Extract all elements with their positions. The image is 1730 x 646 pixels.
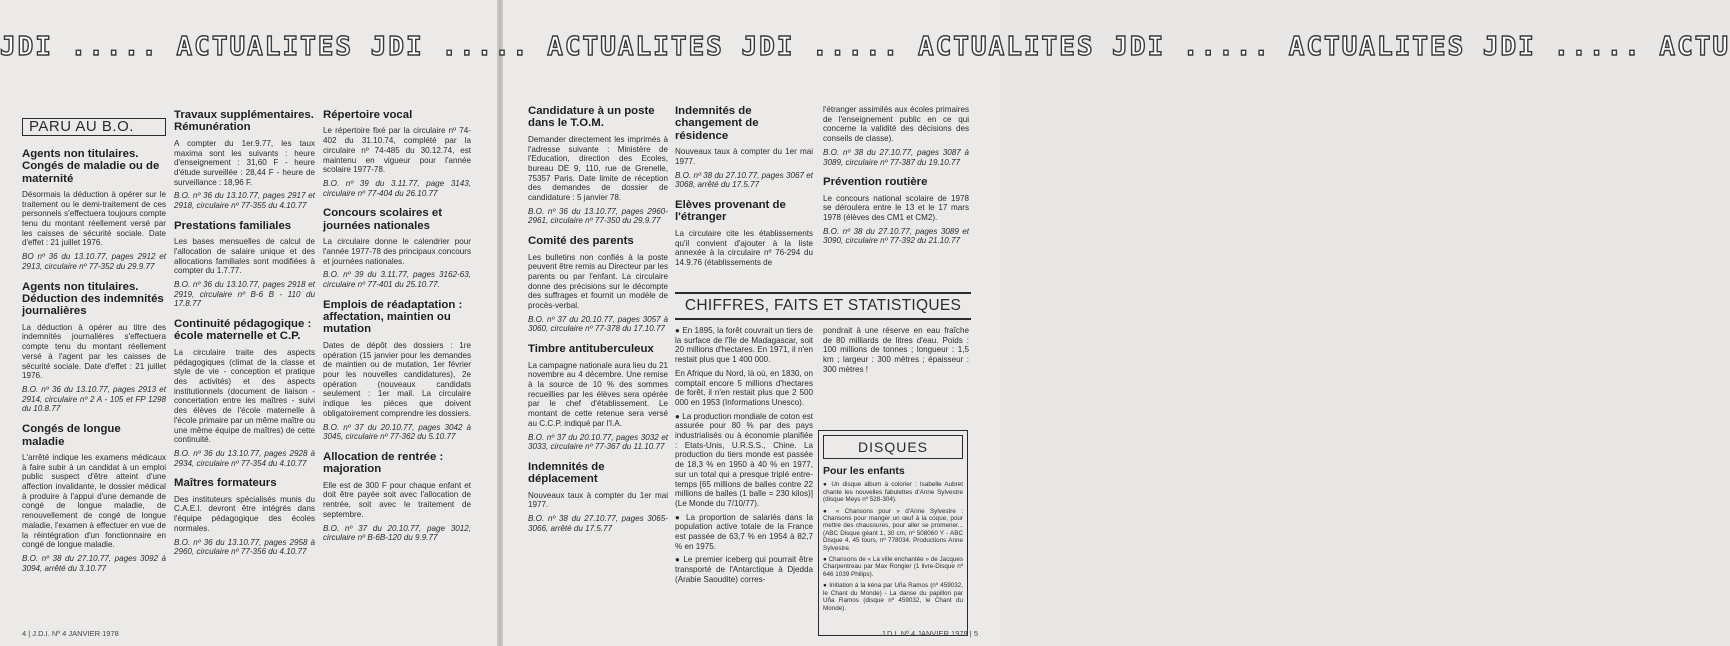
article-body: Les bases mensuelles de calcul de l'allocation de salaire unique et des allocations familiales sont modifiées à compter du 1.7.77.: [174, 237, 315, 276]
article-reference: B.O. nº 37 du 20.10.77, pages 3032 et 3033, circulaire nº 77-367 du 11.10.77: [528, 432, 668, 452]
stats-paragraph: ● En 1895, la forêt couvrait un tiers de la surface de l'île de Madagascar, soit 20 millions d'hectares. En 1971, il n'en restait plus que 1 400 000.: [675, 326, 813, 365]
disques-box: [818, 430, 968, 636]
article-body: A compter du 1er.9.77, les taux maxima sont les suivants : heure d'enseignement : 31,60 F - heure d'étude surveillée : 28,44 F - heure de surveillance : 18,96 F.: [174, 138, 315, 187]
article-heading: Allocation de rentrée : majoration: [323, 450, 444, 476]
article-heading: Agents non titulaires. Congés de maladie ou de maternité: [22, 147, 160, 185]
article-heading: Candidature à un poste dans le T.O.M.: [528, 105, 655, 130]
article-heading: Maîtres formateurs: [174, 477, 277, 490]
article-reference: B.O. nº 36 du 13.10.77, pages 2928 à 2934, circulaire nº 77-354 du 4.10.77: [174, 448, 315, 468]
page-footer-right: J.D.I. Nº 4 JANVIER 1978 | 5: [881, 629, 978, 638]
article-body: Des instituteurs spécialisés munis du C.A.E.I. devront être intégrés dans l'équipe pédagogique des écoles normales.: [174, 494, 315, 533]
article-body: Nouveaux taux à compter du 1er mai 1977.: [675, 147, 813, 166]
left-page: [0, 0, 497, 646]
article-body: Dates de dépôt des dossiers : 1re opération (15 janvier pour les demandes de maintien ou de mutation, 1er février pour les nouvelles candidatures), 2e opération (nouveaux candidats seulement : 1er mail. La circulaire indique les pièces que doivent obligatoirement comprendre les dossiers.: [323, 340, 472, 418]
column-right-2: [675, 105, 813, 272]
right-page: [503, 0, 1000, 646]
article-body: Le concours national scolaire de 1978 se déroulera entre le 13 et le 17 mars 1978 (élèves des CM1 et CM2).: [823, 193, 969, 223]
disques-subtitle: Pour les enfants: [823, 465, 905, 477]
article-reference: B.O. nº 38 du 27.10.77, pages 3087 à 3089, circulaire nº 77-387 du 19.10.77: [823, 147, 969, 167]
stats-column-1: [675, 326, 813, 589]
article-reference: B.O. nº 39 du 3.11.77, pages 3162-63, circulaire nº 77-401 du 25.10.77.: [323, 270, 471, 289]
article-reference: B.O. nº 37 du 20.10.77, pages 3042 à 3045, circulaire nº 77-362 du 5.10.77: [323, 422, 471, 442]
article-body: La campagne nationale aura lieu du 21 novembre au 4 décembre. Une remise à la source de 10 % des sommes recueillies par les élèves sera opérée par le chef d'établissement. Le montant de cette retenue sera versé au C.C.P. indiqué par l'I.A.: [528, 360, 668, 428]
disques-item: ● Initiation à la kéna par Uña Ramos (nº 459032, le Chant du Monde) - La danse du papillon par Uña Ramos (disque nº 459032, le Chant du Monde).: [823, 582, 963, 612]
article-heading: Répertoire vocal: [323, 109, 413, 121]
article-body: La circulaire cite les établissements qu'il convient d'ajouter à la liste annexée à la circulaire nº 76-294 du 14.9.76 (établissements de: [675, 228, 813, 267]
article-heading: Concours scolaires et journées nationales: [323, 207, 443, 232]
article-body: L'arrêté indique les examens médicaux à faire subir à un candidat à un emploi public suspect d'être atteint d'une affection invalidante, le dossier médical à produire à l'appui d'une demande de congé de longue maladie, de renouvellement de congé de longue maladie, l'examen à effectuer en vue de la réintégration d'un fonctionnaire en congé de longue maladie.: [22, 452, 166, 550]
article-reference: B.O. nº 38 du 27.10.77, pages 3065-3066, arrêté du 17.5.77: [528, 514, 668, 533]
page-footer-left: 4 | J.D.I. Nº 4 JANVIER 1978: [22, 629, 119, 638]
article-body: Les bulletins non confiés à la poste peuvent être remis au Directeur par les parents ou par l'enfant. La circulaire donne des précisions sur le décompte des suffrages et fournit un modèle de procès-verbal.: [528, 252, 668, 311]
article-reference: B.O. nº 36 du 13.10.77, pages 2917 et 2918, circulaire nº 77-355 du 4.10.77: [174, 191, 315, 211]
article-reference: B.O. nº 36 du 13.10.77, pages 2960-2961, circulaire nº 77-350 du 29.9.77: [528, 206, 668, 226]
article-body: La circulaire traite des aspects pédagogiques (climat de la classe et style de vie - conception et pratique des activités) et des aspects institutionnels (document de liaison - concertation entre les maîtres - suivi des élèves de l'école maternelle à l'école primaire par un même maître ou une même équipe de maîtres) de cette continuité.: [174, 347, 315, 445]
article-heading: Indemnités de changement de résidence: [675, 105, 759, 142]
disques-item: ● Un disque album à colorier : Isabelle Aubret chante les nouvelles fabulettes d'Anne Sylvestre (disque Meys nº 528-304).: [823, 481, 963, 504]
stats-paragraph: ● La production mondiale de coton est assurée pour 80 % par des pays industrialisés ou à économie planifiée : Etats-Unis, U.R.S.S., Chine. La production du tiers monde est passée de 18,3 % en 1950 à 40 % en 1977, sur un total qui a presque triplé entre-temps [65 millions de balles contre 22 millions de balles (1 balle = 230 kilos)] (Le Monde du 7/10/77).: [675, 411, 813, 508]
actualites-banner: [0, 32, 1730, 62]
article-reference: B.O. nº 38 du 27.10.77, pages 3092 à 3094, arrêté du 3.10.77: [22, 553, 166, 573]
article-heading: Continuité pédagogique : école maternelle et C.P.: [174, 318, 312, 343]
article-body: Demander directement les imprimés à l'adresse suivante : Ministère de l'Education, direction des Ecoles, bureau DE 9, 110, rue de Grenelle, 75357 Paris. Date limite de réception des demandes de dossier de candidature : 5 janvier 78.: [528, 134, 668, 203]
article-heading: Comité des parents: [528, 235, 634, 248]
article-body: Désormais la déduction à opérer sur le traitement ou le demi-traitement de ces personnels s'effectuera toujours compte tenu du montant réellement versé par les caisses de sécurité sociale. Date d'effet : 21 juillet 1976.: [22, 189, 166, 248]
article-reference: BO nº 36 du 13.10.77, pages 2912 et 2913, circulaire nº 77-352 du 29.9.77: [22, 252, 166, 271]
article-body: Le répertoire fixé par la circulaire nº 74-402 du 31.10.74, complété par la circulaire nº 74-485 du 30.12.74, est maintenu en vigueur pour l'année scolaire 1977-78.: [323, 126, 471, 175]
article-body: Elle est de 300 F pour chaque enfant et doit être payée soit avec l'allocation de rentrée, soit avec le traitement de septembre.: [323, 480, 471, 519]
article-reference: B.O. nº 38 du 27.10.77, pages 3089 et 3090, circulaire nº 77-392 du 21.10.77: [823, 226, 969, 246]
stats-paragraph: En Afrique du Nord, là où, en 1830, on comptait encore 5 millions d'hectares de forêt, il n'en restait plus que 2 500 000 en 1953 (Informations Unesco).: [675, 368, 813, 407]
article-heading: Elèves provenant de l'étranger: [675, 199, 786, 224]
disques-item: ● Chansons de « La ville enchantée » de Jacques Charpentreau par Max Rongier (1 livre-Disque nº 646 1039 Philips).: [823, 556, 963, 578]
article-heading: Agents non titulaires. Déduction des indemnités journalières: [22, 280, 164, 318]
article-body: La circulaire donne le calendrier pour l'année 1977-78 des principaux concours et journées nationales.: [323, 237, 471, 266]
column-left-3: [323, 109, 471, 552]
article-heading: Emplois de réadaptation : affectation, maintien ou mutation: [323, 298, 463, 336]
column-right-3: [823, 105, 969, 255]
article-reference: B.O. nº 37 du 20.10.77, page 3012, circulaire nº B-6B-120 du 9.9.77: [323, 523, 471, 543]
article-reference: B.O. nº 36 du 13.10.77, pages 2913 et 2914, circulaire nº 2 A - 105 et FP 1298 du 10.8.77: [22, 384, 166, 414]
stats-paragraph: ● La proportion de salariés dans la population active totale de la France est passée de 63,7 % en 1954 à 82,7 % en 1975.: [675, 512, 813, 551]
stats-paragraph: pondrait à une réserve en eau fraîche de 80 milliards de litres d'eau. Poids : 100 millions de tonnes ; longueur : 1,5 km ; largeur : 300 mètres ; épaisseur : 300 mètres !: [823, 326, 969, 374]
column-right-1: [528, 105, 668, 543]
article-heading: Prestations familiales: [174, 219, 292, 232]
article-reference: B.O. nº 36 du 13.10.77, pages 2918 et 2919, circulaire nº B-6 B - 110 du 17.8.77: [174, 279, 315, 309]
section-header-chiffres: CHIFFRES, FAITS ET STATISTIQUES: [675, 292, 971, 320]
column-left-1: [22, 118, 166, 582]
article-body: La déduction à opérer au titre des indemnités journalières s'effectuera compte tenu du montant réellement versé à l'agent par les caisses de sécurité sociale. Date d'effet : 21 juillet 1976.: [22, 322, 166, 381]
disques-title: DISQUES: [823, 435, 963, 459]
article-body: l'étranger assimilés aux écoles primaires de l'enseignement public en ce qui concerne la validité des décisions des conseils de classe).: [823, 105, 969, 144]
article-heading: Prévention routière: [823, 176, 928, 189]
column-left-2: [174, 109, 315, 566]
article-heading: Indemnités de déplacement: [528, 460, 605, 486]
article-reference: B.O. nº 38 du 27.10.77, pages 3067 et 3068, arrêté du 17.5.77: [675, 170, 813, 190]
banner-text: JDI ..... ACTUALITES JDI ..... ACTUALITES JDI ..... ACTUALITES JDI ..... ACTUALITES JDI ..... ACTU: [0, 32, 1730, 62]
stats-column-2: [823, 326, 969, 379]
article-body: Nouveaux taux à compter du 1er mai 1977.: [528, 490, 668, 510]
article-heading: Travaux supplémentaires. Rémunération: [174, 109, 314, 134]
stats-paragraph: ● Le premier iceberg qui pourrait être transporté de l'Antarctique à Djedda (Arabie Saoudite) corres-: [675, 555, 813, 584]
article-reference: B.O. nº 36 du 13.10.77, pages 2958 à 2960, circulaire nº 77-356 du 4.10.77: [174, 537, 315, 557]
article-reference: B.O. nº 37 du 20.10.77, pages 3057 à 3060, circulaire nº 77-378 du 17.10.77: [528, 314, 668, 334]
article-heading: Timbre antituberculeux: [528, 343, 654, 356]
article-heading: Congés de longue maladie: [22, 423, 121, 448]
article-reference: B.O. nº 39 du 3.11.77, page 3143, circulaire nº 77-404 du 26.10.77: [323, 178, 471, 198]
disques-item: ● « Chansons pour » d'Anne Sylvestre : Chansons pour manger un œuf à la coque, pour mettre des chaussures, pour aller se promener... (ABC Disque géant 1, 30 cm, nº 508060 Y - ABC Disque 4, 45 tours, nº 778034. Productions Anne Sylvestre.: [823, 507, 963, 552]
section-header-paru-au-bo: PARU AU B.O.: [22, 118, 166, 136]
